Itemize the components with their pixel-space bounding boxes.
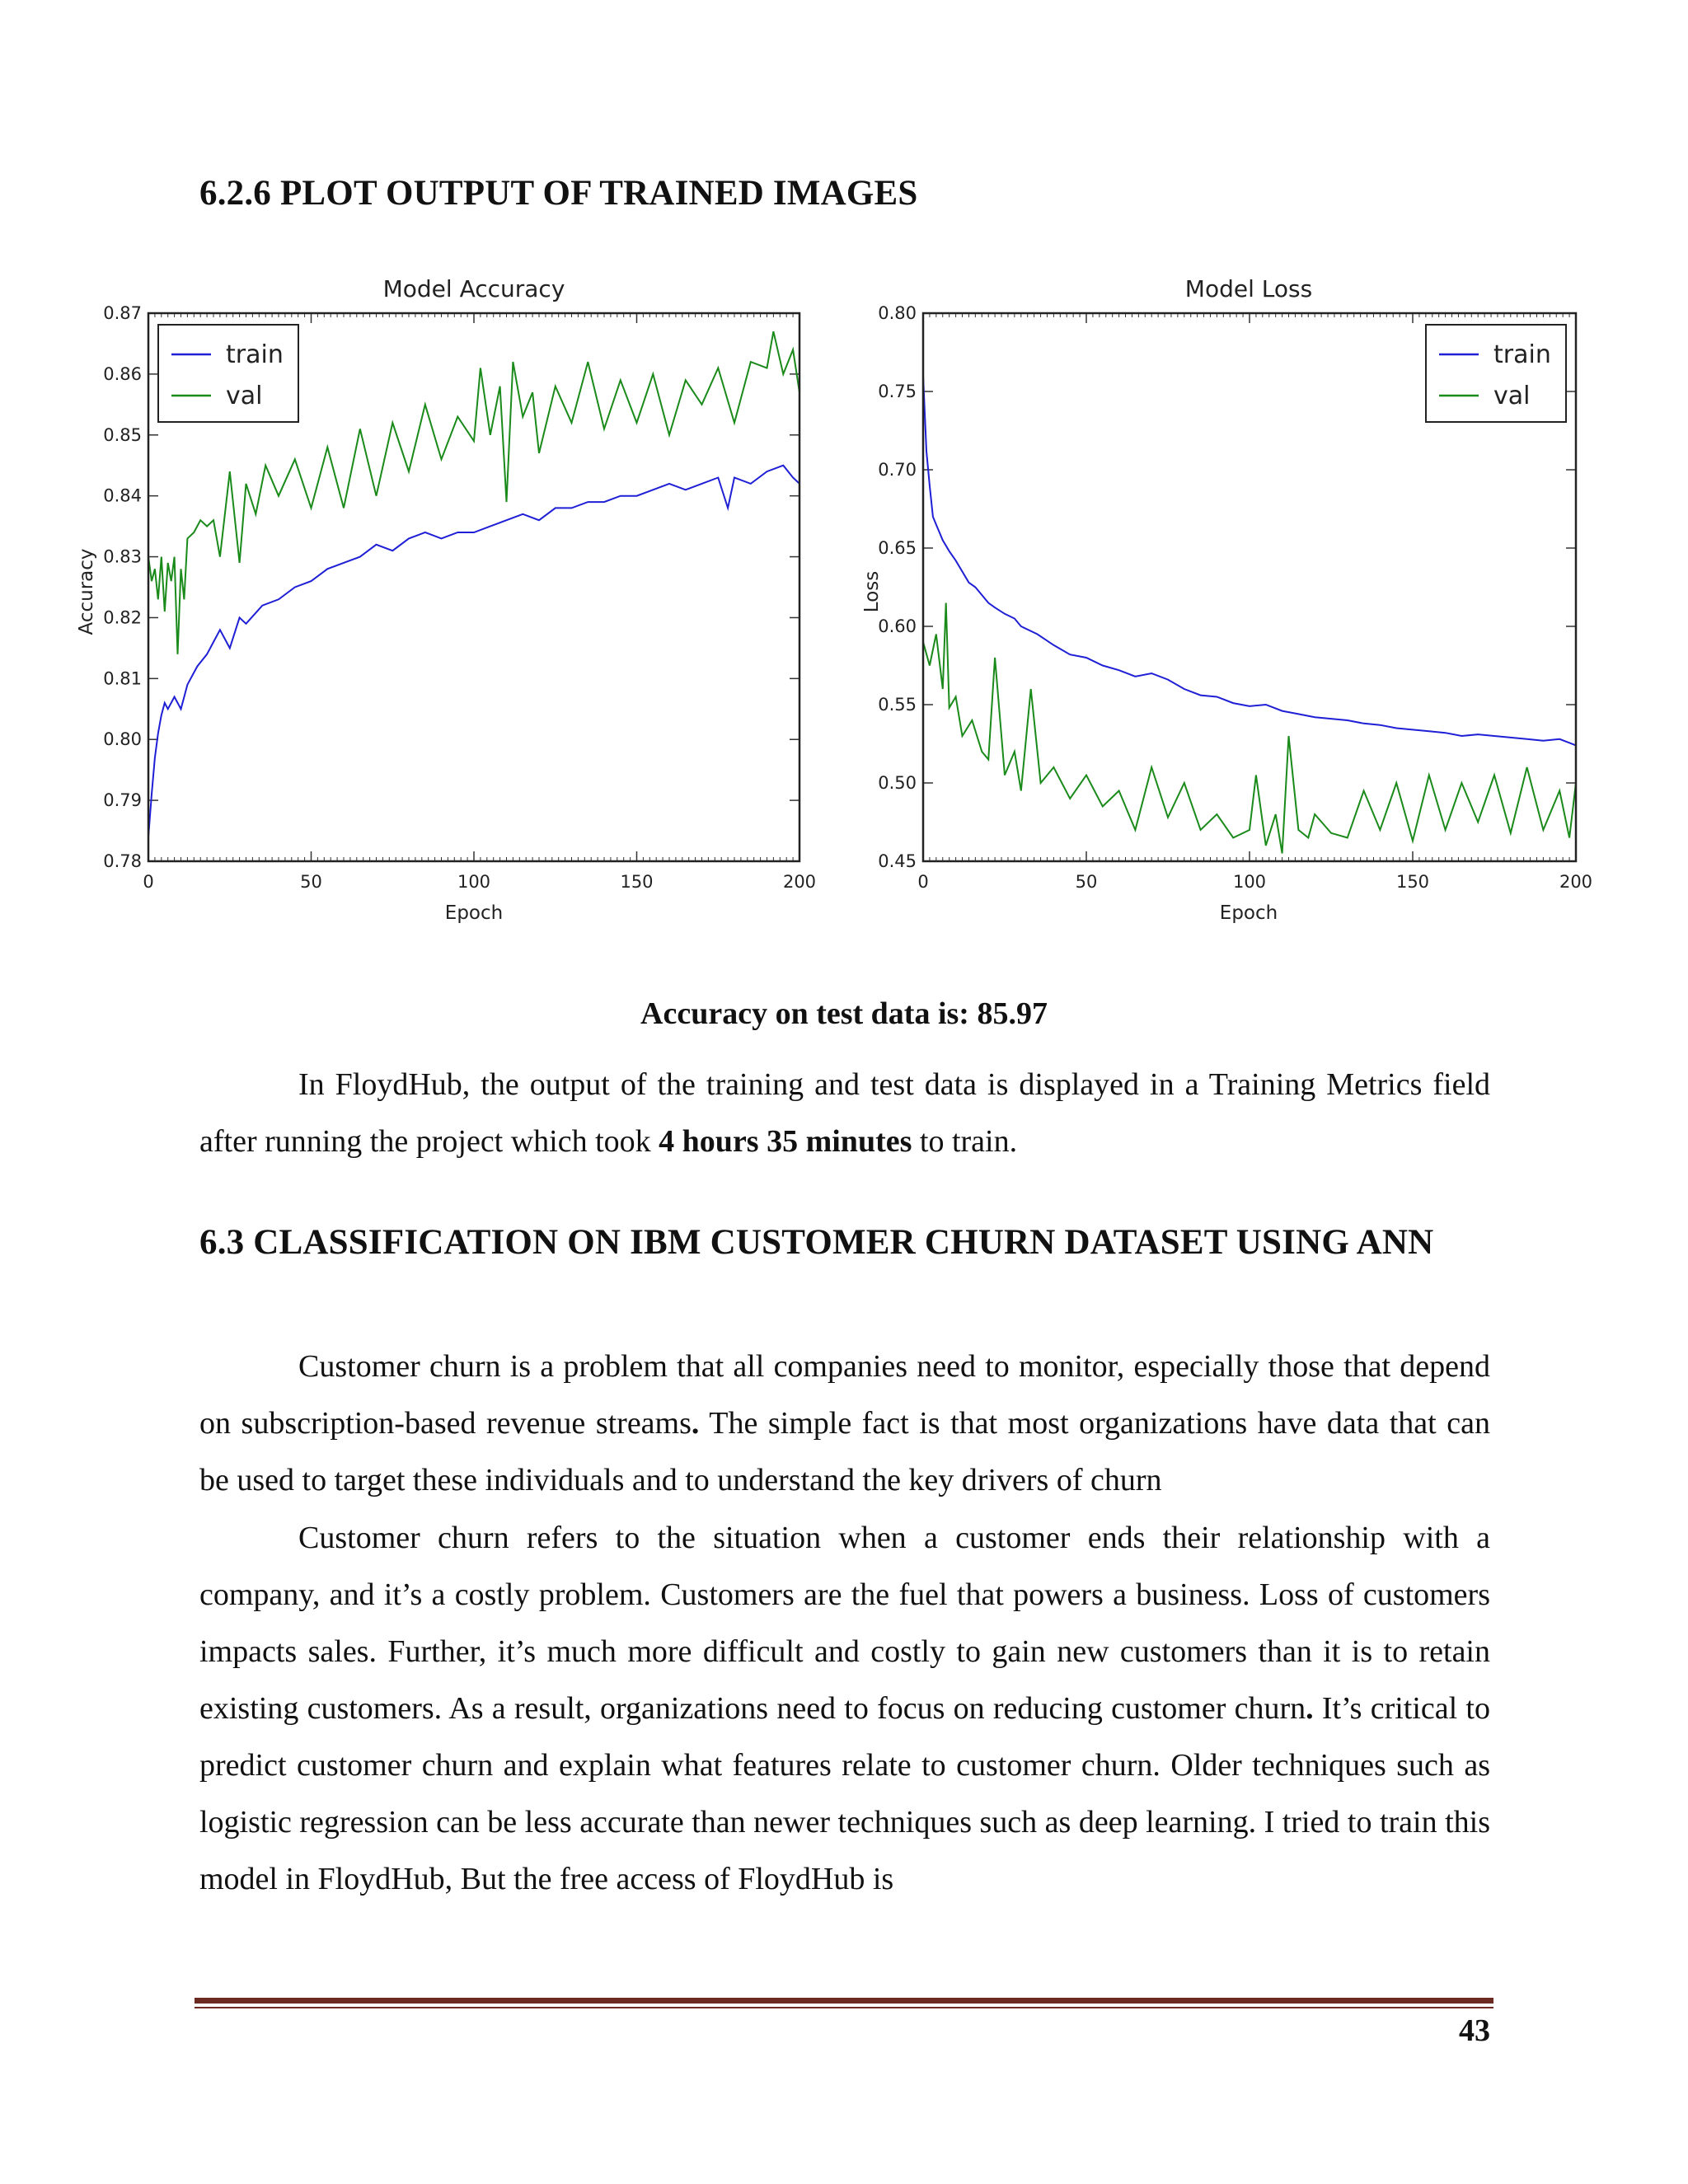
paragraph-text: It’s critical to predict customer churn and explain what features relate to customer churn. Older techniques such as logistic regression can be less accurate than newer techniques such as deep learning. I tried to train this model in FloydHub, But the free access of FloydHub is (199, 1691, 1490, 1896)
legend-label-train: train (226, 340, 284, 369)
y-tick-label: 0.45 (878, 851, 917, 871)
bold-period: . (1306, 1691, 1314, 1726)
loss-chart (857, 272, 1624, 931)
y-tick-label: 0.81 (103, 668, 142, 689)
legend-label-val: val (226, 382, 263, 410)
paragraph-churn-definition (199, 1510, 1490, 1908)
x-axis-label: Epoch (1219, 902, 1278, 924)
accuracy-chart (74, 272, 832, 931)
y-tick-label: 0.84 (103, 485, 142, 506)
page-number: 43 (1459, 2013, 1490, 2048)
y-tick-label: 0.79 (103, 790, 142, 811)
paragraph-floydhub-output (199, 1057, 1490, 1170)
paragraph-text: Customer churn is a problem that all companies need to monitor, especially those that depend on subscription-based revenue streams (199, 1349, 1490, 1441)
y-axis-label: Accuracy (76, 548, 97, 635)
y-tick-label: 0.80 (103, 729, 142, 750)
y-tick-label: 0.75 (878, 382, 917, 401)
x-tick-label: 150 (1395, 872, 1430, 892)
x-tick-label: 0 (917, 872, 929, 892)
x-tick-label: 150 (620, 872, 654, 892)
legend-label-train: train (1493, 340, 1551, 369)
test-accuracy-caption: Accuracy on test data is: 85.97 (640, 996, 1048, 1031)
x-tick-label: 50 (300, 872, 322, 892)
x-axis-label: Epoch (444, 902, 504, 924)
y-tick-label: 0.60 (878, 616, 917, 636)
figure-training-plots (74, 272, 1624, 931)
y-tick-label: 0.80 (878, 303, 917, 323)
paragraph-text: In FloydHub, the output of the training and test data is displayed in a Training Metrics field after running the project which took (199, 1067, 1490, 1159)
x-tick-label: 0 (143, 872, 154, 892)
legend (158, 325, 298, 422)
paragraph-text: The simple fact is that most organizations have data that can be used to target these individuals and to understand the key drivers of churn (199, 1406, 1490, 1497)
footer-rule-thin (195, 2007, 1493, 2008)
legend-label-val: val (1493, 382, 1531, 410)
bold-period: . (691, 1406, 700, 1441)
y-tick-label: 0.87 (103, 303, 142, 323)
x-tick-label: 50 (1075, 872, 1098, 892)
series-line-train (148, 466, 799, 837)
y-tick-label: 0.86 (103, 363, 142, 384)
section-heading-626: 6.2.6 PLOT OUTPUT OF TRAINED IMAGES (199, 174, 918, 213)
y-tick-label: 0.82 (103, 607, 142, 628)
series-line-val (923, 603, 1576, 854)
paragraph-churn-intro (199, 1338, 1490, 1509)
section-heading-63: 6.3 CLASSIFICATION ON IBM CUSTOMER CHURN DATASET USING ANN (199, 1223, 1434, 1262)
y-tick-label: 0.78 (103, 851, 142, 871)
y-tick-label: 0.83 (103, 546, 142, 567)
paragraph-text: Customer churn refers to the situation when a customer ends their relationship with a company, and it’s a costly problem. Customers are the fuel that powers a business. Loss of customers impacts sales. Further, it’s much more difficult and costly to gain new customers than it is to retain existing customers. As a result, organizations need to focus on reducing customer churn (199, 1521, 1490, 1726)
training-time: 4 hours 35 minutes (659, 1124, 912, 1159)
y-tick-label: 0.55 (878, 695, 917, 715)
chart-title: Model Accuracy (382, 275, 565, 302)
legend (1426, 325, 1566, 422)
y-axis-label: Loss (861, 570, 883, 613)
y-tick-label: 0.65 (878, 538, 917, 558)
series-line-train (923, 376, 1576, 745)
x-tick-label: 200 (1559, 872, 1593, 892)
y-tick-label: 0.50 (878, 773, 917, 793)
paragraph-text: to train. (912, 1124, 1018, 1159)
y-tick-label: 0.70 (878, 460, 917, 480)
y-tick-label: 0.85 (103, 424, 142, 445)
x-tick-label: 100 (457, 872, 491, 892)
chart-title: Model Loss (1184, 275, 1313, 302)
x-tick-label: 200 (782, 872, 817, 892)
x-tick-label: 100 (1232, 872, 1267, 892)
footer-rule-thick (195, 1998, 1493, 2004)
